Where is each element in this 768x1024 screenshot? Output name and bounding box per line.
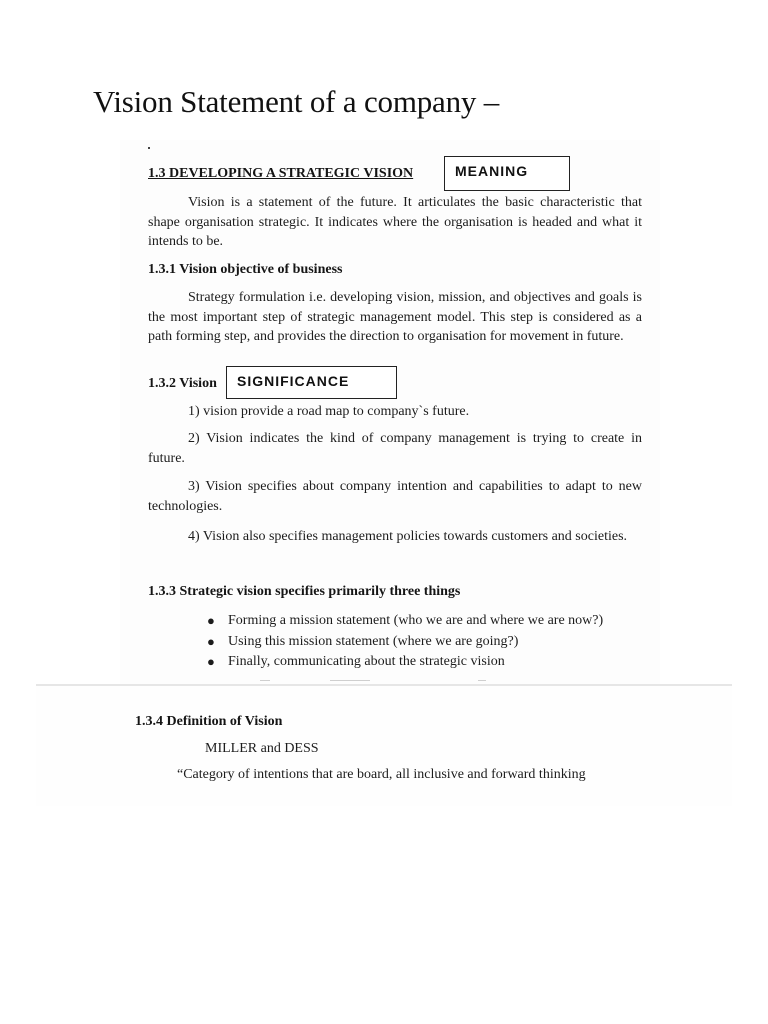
meaning-tag-box: MEANING bbox=[444, 156, 570, 191]
list-item bbox=[206, 652, 603, 673]
bullet-dot-icon: ● bbox=[207, 613, 215, 628]
scan-artifact bbox=[260, 680, 270, 681]
significance-item-2: 2) Vision indicates the kind of company management is trying to create in future. bbox=[148, 431, 642, 466]
significance-item-4: 4) Vision also specifies management policies towards customers and societies. bbox=[188, 529, 628, 544]
list-item bbox=[206, 611, 603, 632]
section-1-3-1-paragraph: Strategy formulation i.e. developing vision, mission, and objectives and goals is the most important step of strategic management model. This step is considered as a path forming step, and provides the direction to organisation for movement in future. bbox=[148, 290, 642, 345]
scan-artifact bbox=[330, 680, 370, 681]
strategic-vision-list bbox=[206, 611, 603, 673]
section-heading-1-3-2: 1.3.2 Vision bbox=[148, 376, 217, 391]
scanned-page-bottom bbox=[36, 686, 732, 806]
bullet-dot-icon: ● bbox=[207, 633, 215, 649]
bullet-dot-icon: ● bbox=[207, 654, 215, 670]
section-heading-1-3: 1.3 DEVELOPING A STRATEGIC VISION bbox=[148, 166, 414, 181]
definition-author: MILLER and DESS bbox=[205, 741, 319, 756]
section-heading-1-3-1: 1.3.1 Vision objective of business bbox=[148, 262, 343, 277]
scan-artifact bbox=[478, 680, 486, 681]
list-item bbox=[206, 632, 603, 653]
scan-speck bbox=[148, 147, 150, 149]
list-item-text: Finally, communicating about the strategic vision bbox=[228, 654, 505, 670]
definition-quote: “Category of intentions that are board, all inclusive and forward thinking bbox=[177, 767, 586, 782]
significance-item-1: 1) vision provide a road map to company`s future. bbox=[188, 404, 470, 419]
section-heading-1-3-4: 1.3.4 Definition of Vision bbox=[135, 714, 283, 729]
section-heading-1-3-3: 1.3.3 Strategic vision specifies primarily three things bbox=[148, 584, 461, 599]
list-item-text: Using this mission statement (where we are going?) bbox=[228, 633, 519, 649]
significance-tag-box: SIGNIFICANCE bbox=[226, 366, 397, 399]
section-1-3-paragraph: Vision is a statement of the future. It articulates the basic characteristic that shape organisation strategic. It indicates where the organisation is headed and what it intends to be. bbox=[148, 195, 642, 250]
list-item-text: Forming a mission statement (who we are and where we are now?) bbox=[228, 613, 604, 628]
significance-item-3: 3) Vision specifies about company intention and capabilities to adapt to new technologies. bbox=[148, 479, 642, 514]
page-title: Vision Statement of a company – bbox=[93, 84, 500, 119]
